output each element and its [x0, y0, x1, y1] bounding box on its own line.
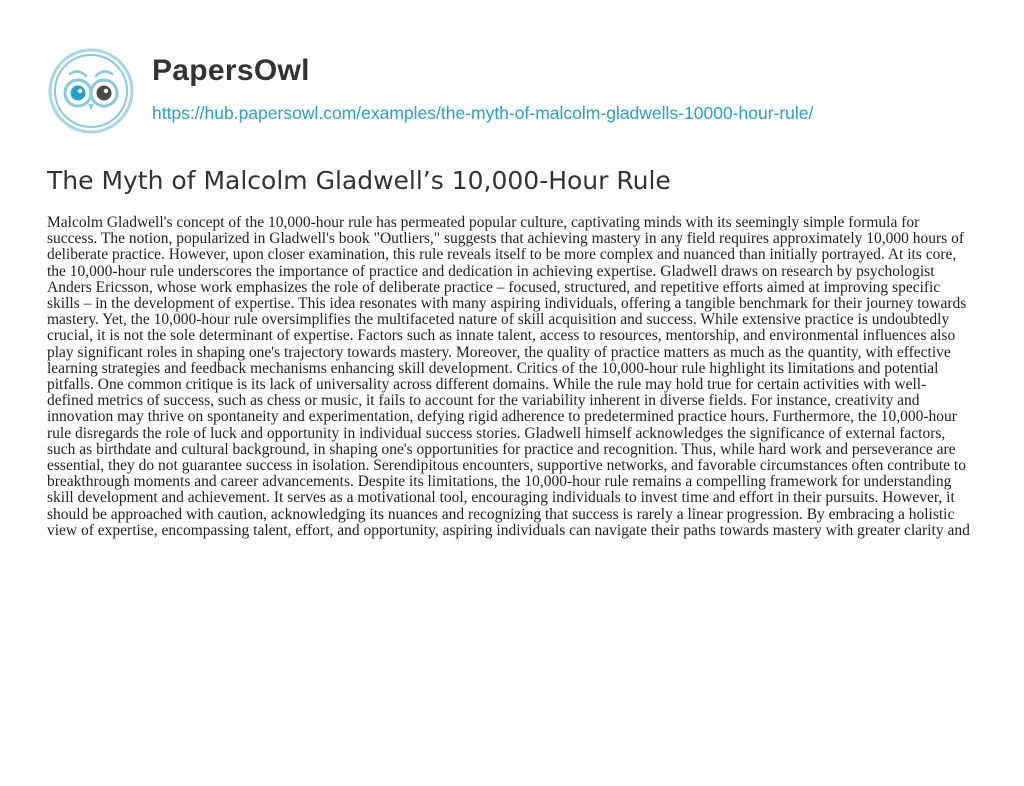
brand-name: PapersOwl	[152, 54, 310, 87]
owl-logo-icon	[46, 46, 136, 136]
article-body: Malcolm Gladwell's concept of the 10,000-hour rule has permeated popular culture, captivating minds with its seemingly simple formula for success. The notion, popularized in Gladwell's book "Outliers," suggests that achieving mastery in any field requires approximately 10,000 hours of deliberate practice. However, upon closer examination, this rule reveals itself to be more complex and nuanced than initially portrayed. At its core, the 10,000-hour rule underscores the importance of practice and dedication in achieving expertise. Gladwell draws on research by psychologist Anders Ericsson, whose work emphasizes the role of deliberate practice – focused, structured, and repetitive efforts aimed at improving specific skills – in the development of expertise. This idea resonates with many aspiring individuals, offering a tangible benchmark for their journey towards mastery. Yet, the 10,000-hour rule oversimplifies the multifaceted nature of skill acquisition and success. While extensive practice is undoubtedly crucial, it is not the sole determinant of expertise. Factors such as innate talent, access to resources, mentorship, and environmental influences also play significant roles in shaping one's trajectory towards mastery. Moreover, the quality of practice matters as much as the quantity, with effective learning strategies and feedback mechanisms enhancing skill development. Critics of the 10,000-hour rule highlight its limitations and potential pitfalls. One common critique is its lack of universality across different domains. While the rule may hold true for certain activities with well-defined metrics of success, such as chess or music, it fails to account for the variability inherent in diverse fields. For instance, creativity and innovation may thrive on spontaneity and experimentation, defying rigid adherence to predetermined practice hours. Furthermore, the 10,000-hour rule disregards the role of luck and opportunity in individual success stories. Gladwell himself acknowledges the significance of external factors, such as birthdate and cultural background, in shaping one's opportunities for practice and recognition. Thus, while hard work and perseverance are essential, they do not guarantee success in isolation. Serendipitous encounters, supportive networks, and favorable circumstances often contribute to breakthrough moments and career advancements. Despite its limitations, the 10,000-hour rule remains a compelling framework for understanding skill development and achievement. It serves as a motivational tool, encouraging individuals to invest time and effort in their pursuits. However, it should be approached with caution, acknowledging its nuances and recognizing that success is rarely a linear progression. By embracing a holistic view of expertise, encompassing talent, effort, and opportunity, aspiring individuals can navigate their paths towards mastery with greater clarity and	[47, 214, 970, 539]
page-title: The Myth of Malcolm Gladwell’s 10,000-Hour Rule	[47, 166, 671, 195]
source-url-link[interactable]: https://hub.papersowl.com/examples/the-myth-of-malcolm-gladwells-10000-hour-rule/	[152, 103, 814, 123]
site-header	[44, 40, 1004, 140]
